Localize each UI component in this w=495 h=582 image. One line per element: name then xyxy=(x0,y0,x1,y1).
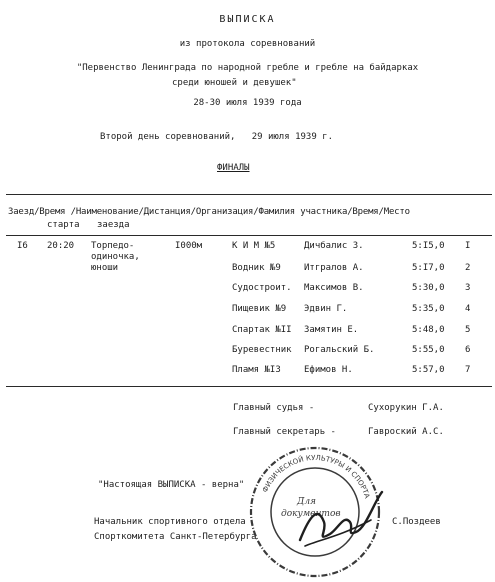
secretary-name: Гавроский А.С. xyxy=(368,427,444,437)
table-bottom-rule xyxy=(6,386,492,387)
row-organization: К И М №5 xyxy=(232,241,276,251)
start-time: 20:20 xyxy=(47,241,75,251)
row-place: 2 xyxy=(465,263,471,273)
row-time: 5:57,0 xyxy=(412,365,445,375)
row-place: 7 xyxy=(465,365,471,375)
stamp-center-line1: Для xyxy=(297,497,317,507)
header-event-label: заезда xyxy=(97,220,130,230)
competition-name-line1: "Первенство Ленинграда по народной гребле и гребле на байдарках xyxy=(76,63,419,73)
stamp-center-line2: документов xyxy=(281,509,341,519)
row-time: 5:30,0 xyxy=(412,283,445,293)
row-participant: Ефимов Н. xyxy=(304,365,353,375)
official-stamp xyxy=(245,442,385,582)
row-organization: Буревестник xyxy=(232,345,292,355)
row-place: 6 xyxy=(465,345,471,355)
heat-number: I6 xyxy=(17,241,28,251)
row-time: 5:I7,0 xyxy=(412,263,445,273)
row-organization: Пламя №I3 xyxy=(232,365,281,375)
day-line: Второй день соревнований, 29 июля 1939 г. xyxy=(100,132,333,142)
table-header-row: Заезд/Время /Наименование/Дистанция/Организация/Фамилия участника/Время/Место xyxy=(8,207,410,217)
competition-name-line2: среди юношей и девушек" xyxy=(172,78,297,88)
row-place: I xyxy=(465,241,471,251)
row-time: 5:55,0 xyxy=(412,345,445,355)
row-participant: Итгралов А. xyxy=(304,263,364,273)
header-start-label: старта xyxy=(47,220,80,230)
judge-label: Главный судья - xyxy=(233,403,315,413)
row-participant: Дичбалис З. xyxy=(304,241,364,251)
secretary-label: Главный секретарь - xyxy=(233,427,336,437)
stamp-ring-text: ФИЗИЧЕСКОЙ КУЛЬТУРЫ И СПОРТА xyxy=(261,453,372,500)
signature-underline xyxy=(305,520,371,546)
row-organization: Пищевик №9 xyxy=(232,304,287,314)
row-participant: Замятин Е. xyxy=(304,325,359,335)
table-top-rule xyxy=(6,194,492,195)
row-organization: Судострoит. xyxy=(232,283,292,293)
row-participant: Максимов В. xyxy=(304,283,364,293)
position-line-1: Начальник спортивного отдела xyxy=(94,517,246,527)
row-participant: Эдвин Г. xyxy=(304,304,348,314)
row-time: 5:35,0 xyxy=(412,304,445,314)
signatory-name: С.Поздеев xyxy=(392,517,441,527)
distance: I000м xyxy=(175,241,203,251)
event-line-1: Торпедо- xyxy=(91,241,135,251)
row-place: 4 xyxy=(465,304,471,314)
event-line-3: юноши xyxy=(91,263,119,273)
row-time: 5:48,0 xyxy=(412,325,445,335)
certification-text: "Настоящая ВЫПИСКА - верна" xyxy=(98,480,245,490)
row-place: 3 xyxy=(465,283,471,293)
row-time: 5:I5,0 xyxy=(412,241,445,251)
document-title: ВЫПИСКА xyxy=(219,14,276,25)
row-place: 5 xyxy=(465,325,471,335)
row-organization: Водник №9 xyxy=(232,263,281,273)
document-subtitle: из протокола соревнований xyxy=(179,39,316,49)
position-line-2: Спорткомитета Санкт-Петербурга xyxy=(94,532,257,542)
event-line-2: одиночка, xyxy=(91,252,140,262)
table-header-rule xyxy=(6,235,492,236)
section-heading: ФИНАЛЫ xyxy=(217,163,250,173)
row-participant: Рогальский Б. xyxy=(304,345,375,355)
judge-name: Сухорукин Г.А. xyxy=(368,403,444,413)
competition-dates: 28-30 июля 1939 года xyxy=(193,98,302,108)
row-organization: Спартак №II xyxy=(232,325,292,335)
